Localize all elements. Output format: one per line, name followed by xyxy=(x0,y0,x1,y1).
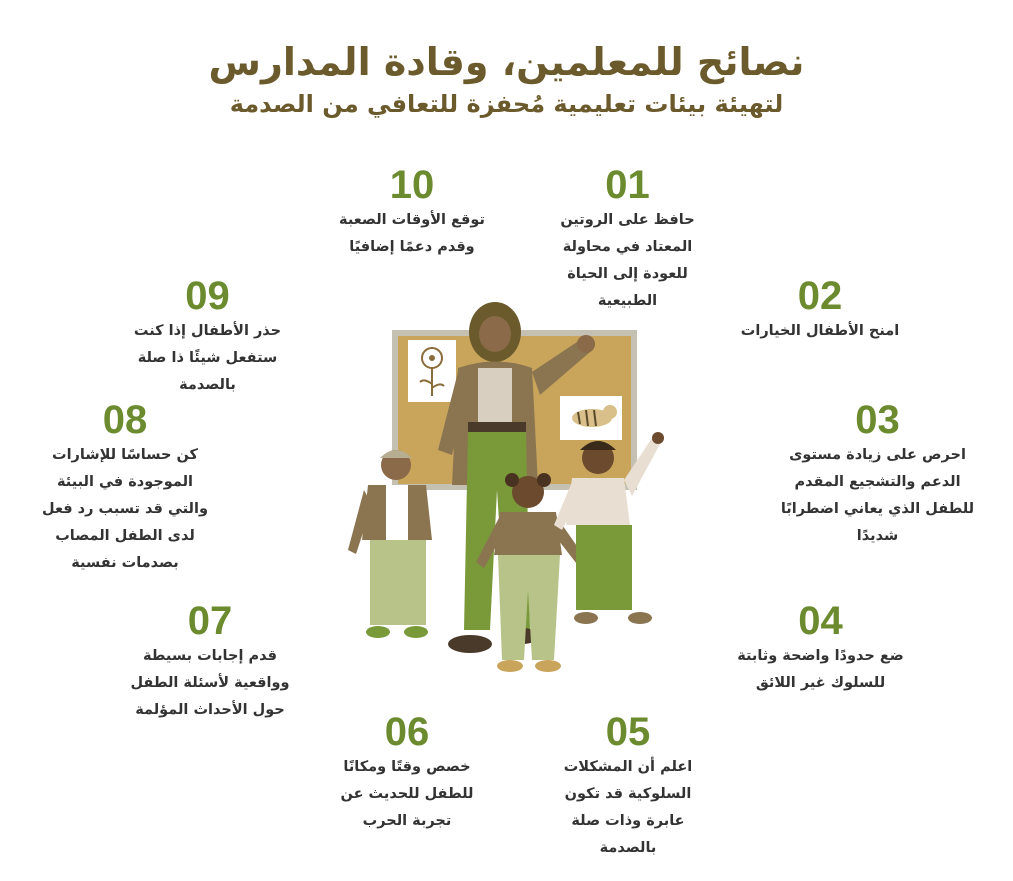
tip-text: قدم إجابات بسيطة وواقعية لأسئلة الطفل حول الأحداث المؤلمة xyxy=(130,648,290,718)
tip-02 xyxy=(740,276,900,345)
tip-number: 10 xyxy=(389,163,435,207)
tip-text: حذر الأطفال إذا كنت ستفعل شيئًا ذا صلة بالصدمة xyxy=(133,323,282,393)
tip-text: حافظ على الروتين المعتاد في محاولة للعودة إلى الحياة الطبيعية xyxy=(560,212,695,309)
tip-06 xyxy=(332,712,482,835)
tip-text: توقع الأوقات الصعبة وقدم دعمًا إضافيًا xyxy=(339,212,485,255)
tip-number: 03 xyxy=(855,398,900,442)
tip-05 xyxy=(558,712,698,862)
tip-number: 02 xyxy=(797,274,843,318)
tip-01 xyxy=(560,165,695,315)
page-subtitle: لتهيئة بيئات تعليمية مُحفزة للتعافي من الصدمة xyxy=(229,90,784,118)
tip-text: اعلم أن المشكلات السلوكية قد تكون عابرة وذات صلة بالصدمة xyxy=(563,759,693,856)
teacher-children-illustration xyxy=(340,300,670,685)
tip-number: 06 xyxy=(384,710,430,754)
tip-04 xyxy=(733,601,908,697)
tip-text: ضع حدودًا واضحة وثابتة للسلوك غير اللائق xyxy=(737,648,904,691)
tip-09 xyxy=(130,276,285,399)
tip-number: 08 xyxy=(102,398,148,442)
tip-number: 09 xyxy=(185,274,230,318)
tip-text: امنح الأطفال الخيارات xyxy=(740,323,900,339)
tip-08 xyxy=(35,400,215,577)
tip-text: احرص على زيادة مستوى الدعم والتشجيع المقدم للطفل الذي يعاني اضطرابًا شديدًا xyxy=(780,447,975,544)
page-title: نصائح للمعلمين، وقادة المدارس xyxy=(208,40,805,84)
tip-text: كن حساسًا للإشارات الموجودة في البيئة والتي قد تسبب رد فعل لدى الطفل المصاب بصدمات نفسية xyxy=(42,447,208,571)
tip-number: 05 xyxy=(605,710,651,754)
flower-drawing-icon xyxy=(408,340,456,402)
tip-07 xyxy=(125,601,295,724)
tip-number: 01 xyxy=(605,163,650,207)
tip-number: 07 xyxy=(187,599,233,643)
tip-03 xyxy=(775,400,980,550)
tip-text: خصص وقتًا ومكانًا للطفل للحديث عن تجربة الحرب xyxy=(340,759,474,829)
tip-10 xyxy=(332,165,492,261)
tiger-drawing-icon xyxy=(560,396,622,440)
tip-number: 04 xyxy=(798,599,843,643)
